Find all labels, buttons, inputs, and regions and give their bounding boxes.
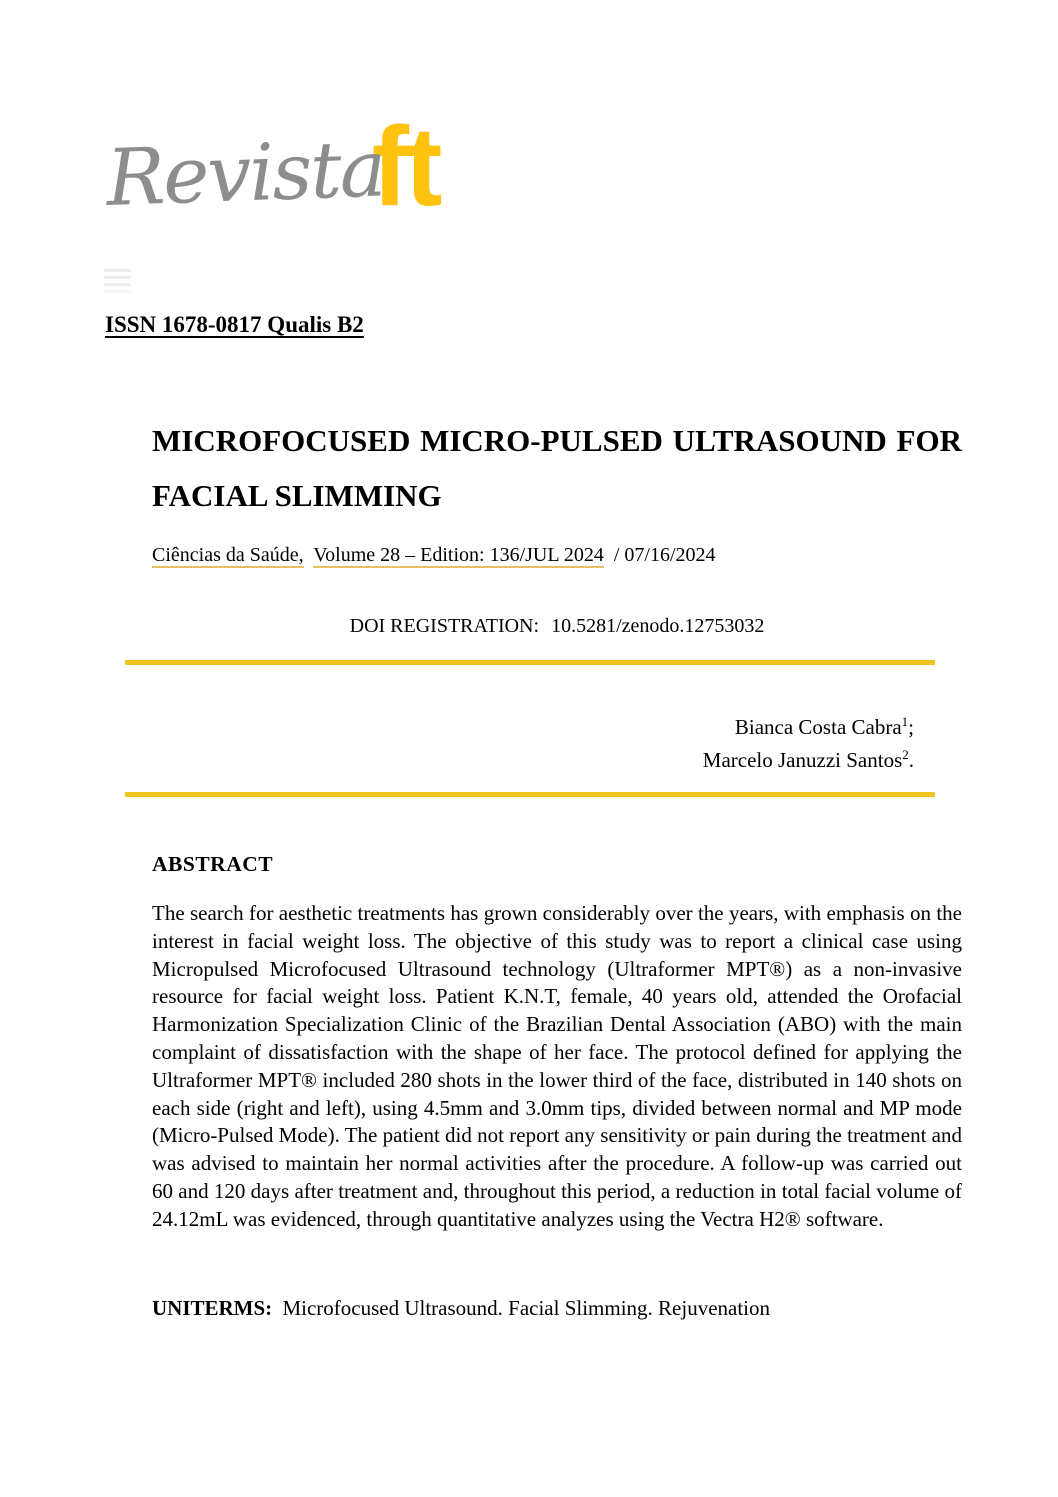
- abstract-heading: ABSTRACT: [152, 852, 274, 876]
- article-title: [152, 413, 962, 523]
- category-link[interactable]: Ciências da Saúde,: [152, 544, 304, 566]
- article-title-line2: FACIAL SLIMMING: [152, 478, 442, 513]
- author-punct: ;: [908, 715, 914, 739]
- doi-value: 10.5281/zenodo.12753032: [551, 615, 765, 637]
- divider-rule-top: [125, 660, 935, 665]
- uniterms-line: [152, 1296, 962, 1321]
- revista-ft-logo[interactable]: Revista ft: [104, 104, 439, 229]
- author-affiliation-sup: 2: [902, 747, 909, 762]
- article-title-line1: MICROFOCUSED MICRO-PULSED ULTRASOUND FOR: [152, 423, 962, 458]
- hamburger-bar: [104, 269, 131, 272]
- author-line: [152, 741, 962, 774]
- uniterms-label: UNITERMS:: [152, 1296, 273, 1320]
- author-affiliation-sup: 1: [901, 714, 909, 729]
- article-meta: [152, 544, 1012, 567]
- uniterms-value: Microfocused Ultrasound. Facial Slimming. Rejuvenation: [282, 1296, 771, 1320]
- authors-block: [152, 708, 962, 774]
- publish-date: / 07/16/2024: [613, 544, 716, 566]
- logo-script-text: Revista: [104, 124, 386, 224]
- author-line: [152, 708, 962, 741]
- edition-link[interactable]: Volume 28 – Edition: 136/JUL 2024: [313, 544, 604, 566]
- hamburger-bar: [104, 276, 131, 279]
- hamburger-bar: [104, 290, 131, 293]
- doi-label: DOI REGISTRATION:: [349, 615, 540, 637]
- issn-banner: ISSN 1678-0817 Qualis B2: [105, 312, 364, 337]
- author-name: Bianca Costa Cabra: [734, 715, 902, 739]
- hamburger-menu-icon[interactable]: [104, 269, 131, 297]
- divider-rule-bottom: [125, 792, 935, 797]
- author-name: Marcelo Januzzi Santos: [702, 748, 903, 772]
- abstract-paragraph: The search for aesthetic treatments has grown considerably over the years, with emphasis on the interest in facial weight loss. The objective of this study was to report a clinical case using Micropulsed Microfocused Ultrasound technology (Ultraformer MPT®) as a non-invasive resource for facial weight loss. Patient K.N.T, female, 40 years old, attended the Orofacial Harmonization Specialization Clinic of the Brazilian Dental Association (ABO) with the main complaint of dissatisfaction with the shape of her face. The protocol defined for applying the Ultraformer MPT® included 280 shots in the lower third of the face, distributed in 140 shots on each side (right and left), using 4.5mm and 3.0mm tips, divided between normal and MP mode (Micro-Pulsed Mode). The patient did not report any sensitivity or pain during the treatment and was advised to maintain her normal activities after the procedure. A follow-up was carried out 60 and 120 days after treatment and, throughout this period, a reduction in total facial volume of 24.12mL was evidenced, through quantitative analyzes using the Vectra H2® software.: [152, 901, 962, 1231]
- author-punct: .: [908, 748, 914, 772]
- doi-line: [152, 615, 962, 638]
- hamburger-bar: [104, 283, 131, 286]
